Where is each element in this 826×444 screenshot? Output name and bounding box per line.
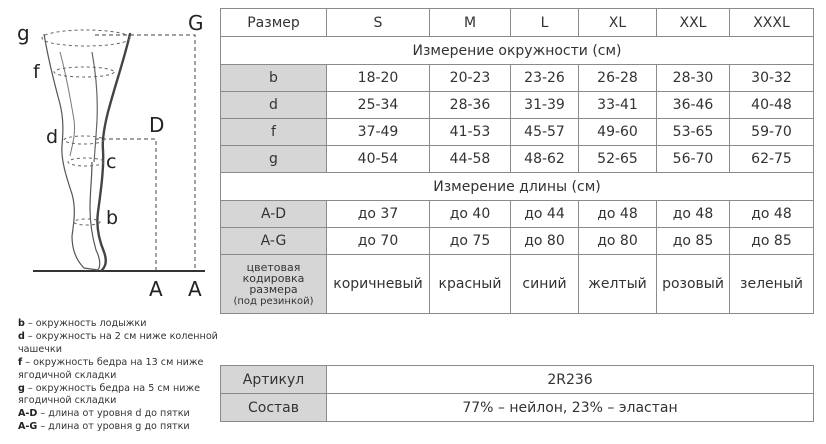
table-cell: до 48 <box>730 201 814 228</box>
table-cell: до 80 <box>511 228 579 255</box>
color-code-label-line: размера <box>249 282 298 296</box>
label-f: f <box>33 61 40 83</box>
table-row <box>221 228 814 255</box>
table-cell: 26-28 <box>579 65 657 92</box>
table-row <box>221 201 814 228</box>
back-leg-inner <box>92 52 97 162</box>
row-label-g: g <box>221 146 327 173</box>
table-cell: 28-36 <box>430 92 511 119</box>
color-code-label-line: цветовая <box>246 260 301 274</box>
color-cell-l: синий <box>511 255 579 314</box>
d-circumference-ring <box>64 136 104 144</box>
measurement-legend <box>18 318 218 434</box>
table-cell: 40-48 <box>730 92 814 119</box>
table-cell: до 80 <box>579 228 657 255</box>
row-label-d: d <box>221 92 327 119</box>
table-cell: 41-53 <box>430 119 511 146</box>
circumference-section-row <box>221 37 814 65</box>
size-header-row <box>221 9 814 37</box>
row-label-b: b <box>221 65 327 92</box>
table-cell: до 70 <box>327 228 430 255</box>
article-value: 2R236 <box>327 366 814 394</box>
size-header-xxl: XXL <box>657 9 730 37</box>
row-label-a-g: A-G <box>221 228 327 255</box>
b-circumference-ring <box>74 219 100 225</box>
table-cell: до 44 <box>511 201 579 228</box>
table-cell: 52-65 <box>579 146 657 173</box>
length-section-title: Измерение длины (см) <box>221 173 814 201</box>
color-cell-xl: желтый <box>579 255 657 314</box>
c-circumference-ring <box>68 158 104 166</box>
row-label-f: f <box>221 119 327 146</box>
table-cell: 33-41 <box>579 92 657 119</box>
label-G-top: G <box>188 11 204 35</box>
color-cell-xxl: розовый <box>657 255 730 314</box>
color-cell-m: красный <box>430 255 511 314</box>
table-cell: 20-23 <box>430 65 511 92</box>
legend-item-f: f – окружность бедра на 13 см ниже ягодичной складки <box>18 356 204 381</box>
label-g-top: g <box>17 21 30 45</box>
legend-item-d: d – окружность на 2 см ниже коленной чашечки <box>18 330 218 355</box>
leg-measurement-diagram <box>0 0 215 300</box>
label-A-right: A <box>188 277 202 300</box>
article-label: Артикул <box>221 366 327 394</box>
legend-item-a-d: A-D – длина от уровня d до пятки <box>18 408 190 420</box>
circumference-section-title: Измерение окружности (см) <box>221 37 814 65</box>
color-code-label <box>221 255 327 314</box>
article-row <box>221 366 814 394</box>
color-code-label-line: кодировка <box>242 271 305 285</box>
composition-label: Состав <box>221 394 327 422</box>
table-cell: 18-20 <box>327 65 430 92</box>
composition-value: 77% – нейлон, 23% – эластан <box>327 394 814 422</box>
length-section-row <box>221 173 814 201</box>
table-cell: 44-58 <box>430 146 511 173</box>
table-cell: 56-70 <box>657 146 730 173</box>
table-cell: 30-32 <box>730 65 814 92</box>
f-circumference-ring <box>54 67 114 77</box>
size-header-m: M <box>430 9 511 37</box>
g-circumference-ring <box>42 30 130 46</box>
table-cell: 48-62 <box>511 146 579 173</box>
label-c: c <box>106 151 117 173</box>
table-cell: 25-34 <box>327 92 430 119</box>
legend-item-g: g – окружность бедра на 5 см ниже ягодичной складки <box>18 382 200 407</box>
article-info-table <box>220 365 814 422</box>
label-D: D <box>149 113 165 137</box>
table-cell: 45-57 <box>511 119 579 146</box>
table-cell: до 48 <box>579 201 657 228</box>
table-cell: 53-65 <box>657 119 730 146</box>
table-cell: 40-54 <box>327 146 430 173</box>
color-code-row <box>221 255 814 314</box>
front-leg-outline <box>44 34 100 270</box>
size-header-s: S <box>327 9 430 37</box>
label-d: d <box>46 126 59 148</box>
legend-item-a-g: A-G – длина от уровня g до пятки <box>18 421 190 433</box>
size-header-xxxl: XXXL <box>730 9 814 37</box>
table-cell: 36-46 <box>657 92 730 119</box>
table-cell: 62-75 <box>730 146 814 173</box>
color-code-label-line: (под резинкой) <box>233 295 314 307</box>
table-cell: до 48 <box>657 201 730 228</box>
label-A-left: A <box>149 277 163 300</box>
size-chart-table <box>220 8 814 314</box>
table-cell: до 85 <box>730 228 814 255</box>
row-label-a-d: A-D <box>221 201 327 228</box>
color-cell-s: коричневый <box>327 255 430 314</box>
label-b: b <box>106 207 119 229</box>
table-cell: до 40 <box>430 201 511 228</box>
table-cell: 23-26 <box>511 65 579 92</box>
table-row <box>221 92 814 119</box>
table-cell: до 85 <box>657 228 730 255</box>
table-row <box>221 65 814 92</box>
table-row <box>221 119 814 146</box>
table-row <box>221 146 814 173</box>
size-header-xl: XL <box>579 9 657 37</box>
table-cell: 28-30 <box>657 65 730 92</box>
table-cell: 31-39 <box>511 92 579 119</box>
table-cell: 59-70 <box>730 119 814 146</box>
size-header-l: L <box>511 9 579 37</box>
table-cell: до 75 <box>430 228 511 255</box>
table-cell: 37-49 <box>327 119 430 146</box>
table-cell: 49-60 <box>579 119 657 146</box>
legend-item-b: b – окружность лодыжки <box>18 318 147 329</box>
composition-row <box>221 394 814 422</box>
table-cell: до 37 <box>327 201 430 228</box>
color-cell-xxxl: зеленый <box>730 255 814 314</box>
size-header-label: Размер <box>221 9 327 37</box>
